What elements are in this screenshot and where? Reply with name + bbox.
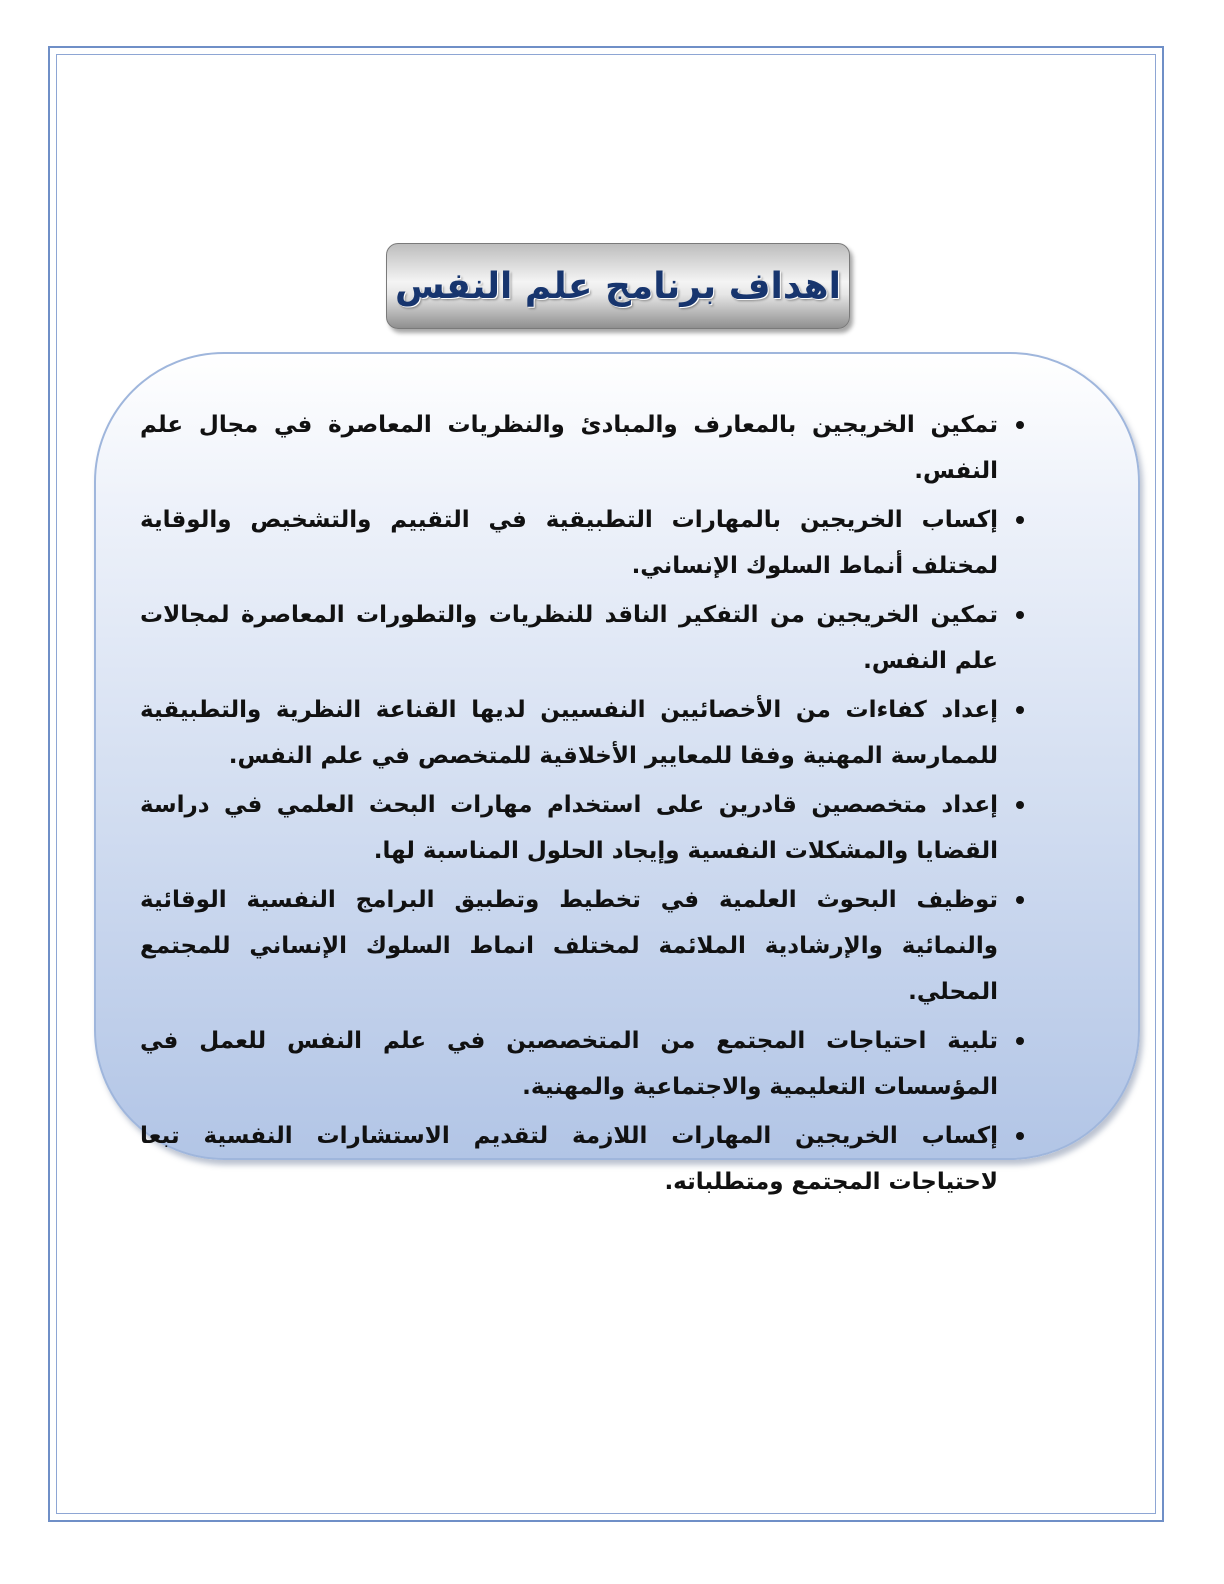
list-item (140, 877, 998, 1015)
bullet-icon (1016, 1037, 1024, 1045)
goal-text: توظيف البحوث العلمية في تخطيط وتطبيق البرامج النفسية الوقائية والنمائية والإرشادية الملائمة لمختلف انماط السلوك الإنساني للمجتمع المحلي. (140, 887, 998, 1005)
bullet-icon (1016, 1132, 1024, 1140)
goal-text: إكساب الخريجين المهارات اللازمة لتقديم الاستشارات النفسية تبعا لاحتياجات المجتمع ومتطلباته. (140, 1123, 998, 1195)
bullet-icon (1016, 706, 1024, 714)
list-item (140, 1018, 998, 1110)
list-item (140, 402, 998, 494)
goal-text: تمكين الخريجين من التفكير الناقد للنظريات والتطورات المعاصرة لمجالات علم النفس. (140, 602, 998, 674)
list-item (140, 592, 998, 684)
list-item (140, 782, 998, 874)
bullet-icon (1016, 611, 1024, 619)
goal-text: إعداد متخصصين قادرين على استخدام مهارات البحث العلمي في دراسة القضايا والمشكلات النفسية وإيجاد الحلول المناسبة لها. (140, 792, 998, 864)
bullet-icon (1016, 516, 1024, 524)
goal-text: إكساب الخريجين بالمهارات التطبيقية في التقييم والتشخيص والوقاية لمختلف أنماط السلوك الإنساني. (140, 507, 998, 579)
bullet-icon (1016, 421, 1024, 429)
goal-text: تلبية احتياجات المجتمع من المتخصصين في علم النفس للعمل في المؤسسات التعليمية والاجتماعية والمهنية. (140, 1028, 998, 1100)
list-item (140, 1113, 998, 1205)
goals-list (140, 402, 1026, 1208)
title-banner (386, 243, 850, 329)
bullet-icon (1016, 896, 1024, 904)
page-title: اهداف برنامج علم النفس (395, 265, 841, 307)
list-item (140, 687, 998, 779)
goal-text: إعداد كفاءات من الأخصائيين النفسيين لديها القناعة النظرية والتطبيقية للممارسة المهنية وفقا للمعايير الأخلاقية للمتخصص في علم النفس. (140, 697, 998, 769)
bullet-icon (1016, 801, 1024, 809)
goal-text: تمكين الخريجين بالمعارف والمبادئ والنظريات المعاصرة في مجال علم النفس. (140, 412, 998, 484)
list-item (140, 497, 998, 589)
